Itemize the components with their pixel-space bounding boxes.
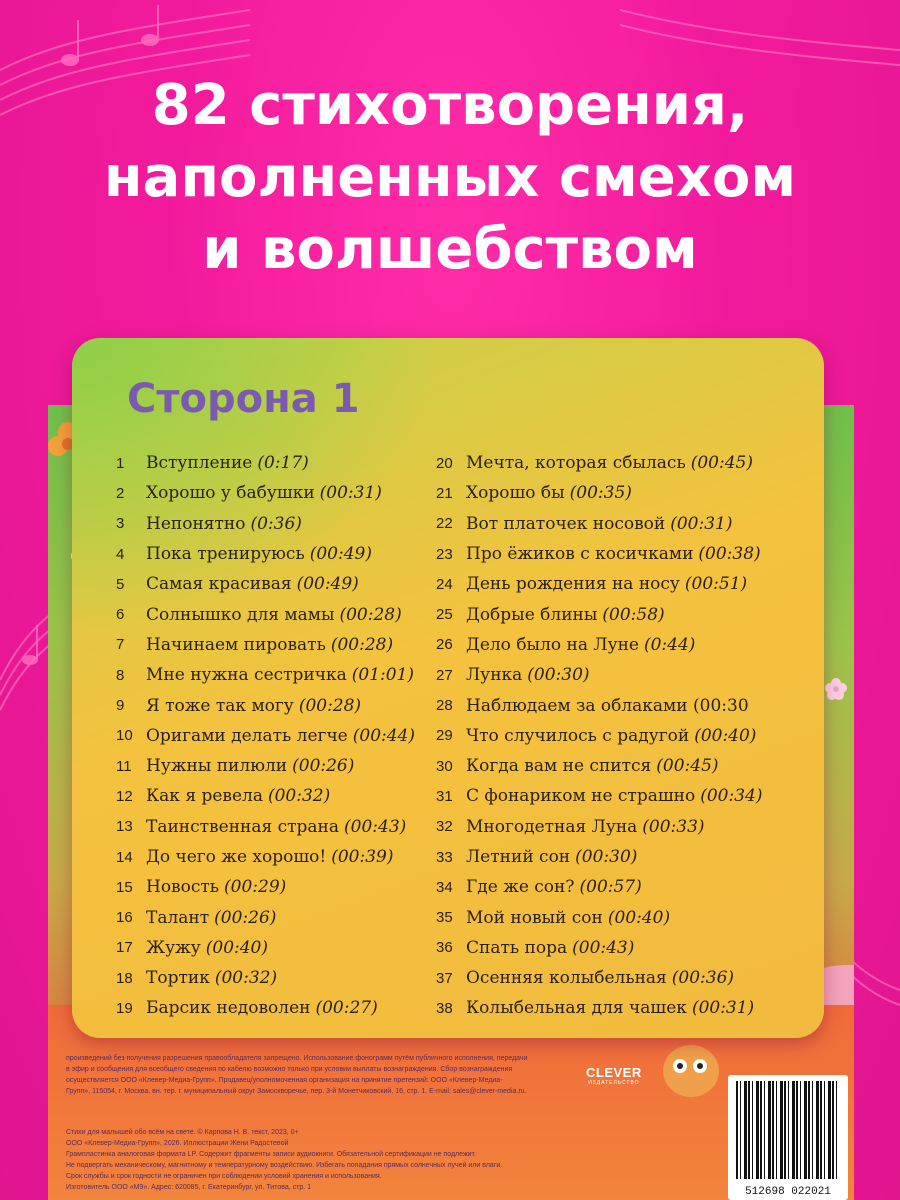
track-title: Лунка xyxy=(466,665,523,686)
track-duration: (00:27) xyxy=(315,998,378,1019)
track-number: 1 xyxy=(116,454,125,472)
track-duration: (0:36) xyxy=(250,513,302,534)
track-duration: (00:45) xyxy=(690,453,753,474)
track-item xyxy=(116,599,415,629)
track-item xyxy=(116,690,415,720)
track-item xyxy=(116,539,415,569)
track-duration: (00:39) xyxy=(331,847,394,867)
flower-icon xyxy=(825,678,847,700)
track-item xyxy=(116,933,415,963)
track-title: Добрые блины xyxy=(466,604,598,625)
track-title: День рождения на носу xyxy=(466,574,680,595)
track-item xyxy=(116,478,415,508)
track-number: 7 xyxy=(116,636,125,654)
track-title: Где же сон? xyxy=(466,877,575,898)
track-number: 17 xyxy=(116,939,133,957)
track-title: Осенняя колыбельная xyxy=(466,968,667,989)
track-title: Талант xyxy=(146,907,210,928)
track-item xyxy=(436,902,763,932)
track-duration: (00:32) xyxy=(267,786,331,807)
track-number: 10 xyxy=(116,727,133,745)
bee-mascot-icon xyxy=(663,1045,719,1097)
side-title: Сторона 1 xyxy=(127,376,360,422)
track-duration: (00:31) xyxy=(319,483,382,504)
barcode xyxy=(728,1075,848,1200)
track-duration: (00:35) xyxy=(569,483,632,504)
track-number: 24 xyxy=(436,575,453,593)
track-number: 25 xyxy=(436,606,453,624)
track-duration: (00:26) xyxy=(214,907,277,928)
track-number: 15 xyxy=(116,878,133,896)
track-item xyxy=(436,448,763,478)
track-number: 31 xyxy=(436,787,453,805)
track-title: Жужу xyxy=(146,937,201,958)
track-item xyxy=(116,509,415,539)
track-title: Солнышко для мамы xyxy=(146,604,335,625)
track-title: Что случилось с радугой xyxy=(466,725,690,746)
track-duration: (0:44) xyxy=(643,634,696,655)
track-title: Мой новый сон xyxy=(466,907,603,928)
track-duration: (00:51) xyxy=(684,574,748,595)
track-number: 23 xyxy=(436,545,453,563)
track-item xyxy=(116,721,415,751)
track-item xyxy=(116,902,415,932)
track-number: 22 xyxy=(436,515,453,533)
track-item xyxy=(436,933,763,963)
track-duration: (00:49) xyxy=(309,544,372,565)
track-number: 35 xyxy=(436,909,453,927)
track-item xyxy=(436,478,763,508)
track-number: 14 xyxy=(116,848,133,866)
track-duration: (00:36) xyxy=(671,968,735,989)
track-duration: (00:29) xyxy=(224,877,287,898)
tracklist-card xyxy=(72,338,824,1038)
track-title: Нужны пилюли xyxy=(146,756,288,777)
track-item xyxy=(436,781,763,811)
track-item xyxy=(116,569,415,599)
track-title: Как я ревела xyxy=(146,786,263,807)
track-number: 20 xyxy=(436,454,453,472)
track-duration: (00:28) xyxy=(330,634,394,655)
track-item xyxy=(436,509,763,539)
track-title: Барсик недоволен xyxy=(146,998,311,1019)
track-title: Про ёжиков с косичками xyxy=(466,544,694,565)
track-duration: (00:30) xyxy=(575,847,638,867)
track-number: 12 xyxy=(116,787,133,805)
fineprint-line: Групп», 115054, г. Москва, вн. тер. г. муниципальный округ Замоскворечье, пер. 3-й Монетчиковский, 16, стр. 1. E-mail: sales@clever-media.ru. xyxy=(66,1088,527,1095)
track-duration: (00:31) xyxy=(691,998,755,1019)
fineprint-line: Не подвергать механическому, магнитному и температурному воздействию. Избегать попадания прямых солнечных лучей или влаги. xyxy=(66,1162,503,1169)
track-title: Мне нужна сестричка xyxy=(146,665,347,686)
track-title: Тортик xyxy=(146,968,210,989)
track-number: 21 xyxy=(436,484,453,502)
track-duration: (00:40) xyxy=(205,937,269,958)
track-item xyxy=(436,660,763,690)
track-item xyxy=(436,751,763,781)
track-item xyxy=(436,872,763,902)
track-number: 37 xyxy=(436,969,453,987)
track-number: 26 xyxy=(436,636,453,654)
track-number: 11 xyxy=(116,757,132,775)
brand-name: CLEVER xyxy=(586,1065,642,1080)
track-item xyxy=(436,812,763,842)
track-item xyxy=(116,872,415,902)
track-number: 34 xyxy=(436,878,453,896)
track-item xyxy=(116,660,415,690)
track-title: Пока тренируюсь xyxy=(146,544,305,565)
track-title: Вот платочек носовой xyxy=(466,513,666,534)
track-title: До чего же хорошо! xyxy=(146,847,327,867)
track-title: Хорошо у бабушки xyxy=(146,483,315,504)
track-title: С фонариком не страшно xyxy=(466,786,696,807)
track-item xyxy=(436,630,763,660)
track-item xyxy=(116,842,415,872)
track-number: 18 xyxy=(116,969,133,987)
track-duration: (00:33) xyxy=(642,816,705,837)
track-number: 5 xyxy=(116,575,125,593)
track-number: 13 xyxy=(116,818,133,836)
fineprint-line: Грампластинка аналоговая формата LP. Содержит фрагменты записи аудиокниги. Обязательной сертификации не подлежит. xyxy=(66,1151,476,1158)
tracklist-right-column xyxy=(436,448,763,1024)
track-title: Летний сон xyxy=(466,847,571,867)
track-number: 9 xyxy=(116,697,125,715)
track-number: 19 xyxy=(116,999,133,1017)
track-title: Дело было на Луне xyxy=(466,634,639,655)
track-duration: (00:45) xyxy=(656,756,719,777)
fineprint-line: осуществляется ООО «Клевер-Медиа-Групп». Продавец/уполномоченная организация на принятие претензий: ООО «Клевер-Медиа- xyxy=(66,1077,503,1084)
track-item xyxy=(436,963,763,993)
track-item xyxy=(116,963,415,993)
track-item xyxy=(436,721,763,751)
track-duration: (00:31) xyxy=(670,513,733,534)
track-duration: (00:28) xyxy=(298,695,362,716)
track-item xyxy=(436,993,763,1023)
headline-line-1: 82 стихотворения, xyxy=(151,73,749,138)
track-item xyxy=(436,539,763,569)
track-duration: (00:44) xyxy=(352,725,416,746)
track-title: Многодетная Луна xyxy=(466,816,638,837)
track-title: Мечта, которая сбылась xyxy=(466,453,686,474)
track-duration: (00:26) xyxy=(292,756,355,777)
clever-logo xyxy=(586,1065,642,1086)
track-item xyxy=(116,993,415,1023)
track-number: 3 xyxy=(116,515,125,533)
track-title: Новость xyxy=(146,877,220,898)
track-title: Непонятно xyxy=(146,513,246,534)
track-duration: (00:32) xyxy=(214,968,278,989)
track-number: 6 xyxy=(116,606,125,624)
track-duration: (00:57) xyxy=(579,877,642,898)
track-number: 33 xyxy=(436,848,453,866)
track-title: Оригами делать легче xyxy=(146,725,348,746)
barcode-lines-icon xyxy=(736,1081,840,1179)
track-number: 36 xyxy=(436,939,453,957)
track-number: 27 xyxy=(436,666,453,684)
tracklist-left-column xyxy=(116,448,415,1024)
track-number: 28 xyxy=(436,697,453,715)
track-item xyxy=(436,599,763,629)
fineprint-line: в эфир и сообщения для всеобщего сведения по кабелю возможно только при условии выплаты вознаграждения. Сбор вознаграждения xyxy=(66,1066,513,1073)
track-item xyxy=(436,842,763,872)
fineprint-line: произведений без получения разрешения правообладателя запрещено. Использование фонограмм путём публичного исполнения, передачи xyxy=(66,1055,528,1062)
track-duration: (00:49) xyxy=(296,574,359,595)
track-duration: (00:34) xyxy=(700,786,763,807)
track-number: 16 xyxy=(116,909,133,927)
headline-line-2: наполненных смехом xyxy=(103,145,797,210)
track-item xyxy=(116,630,415,660)
track-duration: (00:40) xyxy=(694,725,757,746)
headline-line-3: и волшебством xyxy=(202,217,698,282)
brand-subtitle: ИЗДАТЕЛЬСТВО xyxy=(588,1080,640,1086)
track-item xyxy=(116,448,415,478)
track-duration: (00:38) xyxy=(698,544,761,565)
headline xyxy=(0,70,900,286)
track-item xyxy=(436,690,763,720)
track-title: Самая красивая xyxy=(146,574,292,595)
track-title: Колыбельная для чашек xyxy=(466,998,687,1019)
track-title: Я тоже так могу xyxy=(146,695,294,716)
track-duration: (00:43) xyxy=(572,937,635,958)
track-item xyxy=(116,751,415,781)
track-number: 29 xyxy=(436,727,453,745)
sleeve-legal-block xyxy=(66,1127,502,1193)
track-title: Вступление xyxy=(146,453,253,474)
fineprint-line: Изготовитель ООО «М9». Адрес: 620085, г. Екатеринбург, ул. Титова, стр. 1 xyxy=(66,1184,312,1191)
barcode-number: 512698 022021 xyxy=(745,1186,831,1198)
track-number: 38 xyxy=(436,999,453,1017)
track-number: 2 xyxy=(116,484,125,502)
track-duration: (00:30) xyxy=(527,665,590,686)
track-title: Спать пора xyxy=(466,937,568,958)
fineprint-line: ООО «Клевер-Медиа-Групп», 2026. Иллюстрации Жени Радостевой xyxy=(66,1140,289,1147)
fineprint-line: Срок службы и срок годности не ограничен при соблюдении условий хранения и использования. xyxy=(66,1173,382,1180)
track-duration: (01:01) xyxy=(351,665,415,686)
track-title: Наблюдаем за облаками (00:30 xyxy=(466,695,749,716)
track-duration: (00:43) xyxy=(344,816,407,837)
track-title: Начинаем пировать xyxy=(146,634,326,655)
track-item xyxy=(116,812,415,842)
sleeve-fineprint-block xyxy=(66,1053,527,1097)
track-title: Таинственная страна xyxy=(146,816,340,837)
track-number: 8 xyxy=(116,666,125,684)
track-number: 4 xyxy=(116,545,125,563)
track-duration: (00:40) xyxy=(607,907,671,928)
track-duration: (00:58) xyxy=(602,604,665,625)
track-item xyxy=(436,569,763,599)
track-duration: (0:17) xyxy=(257,453,309,474)
track-item xyxy=(116,781,415,811)
fineprint-line: Стихи для малышей обо всём на свете. © Карпова Н. В. текст, 2023, 0+ xyxy=(66,1129,299,1136)
track-duration: (00:28) xyxy=(339,604,402,625)
track-number: 32 xyxy=(436,818,453,836)
track-number: 30 xyxy=(436,757,453,775)
track-title: Когда вам не спится xyxy=(466,756,652,777)
track-title: Хорошо бы xyxy=(466,483,565,504)
